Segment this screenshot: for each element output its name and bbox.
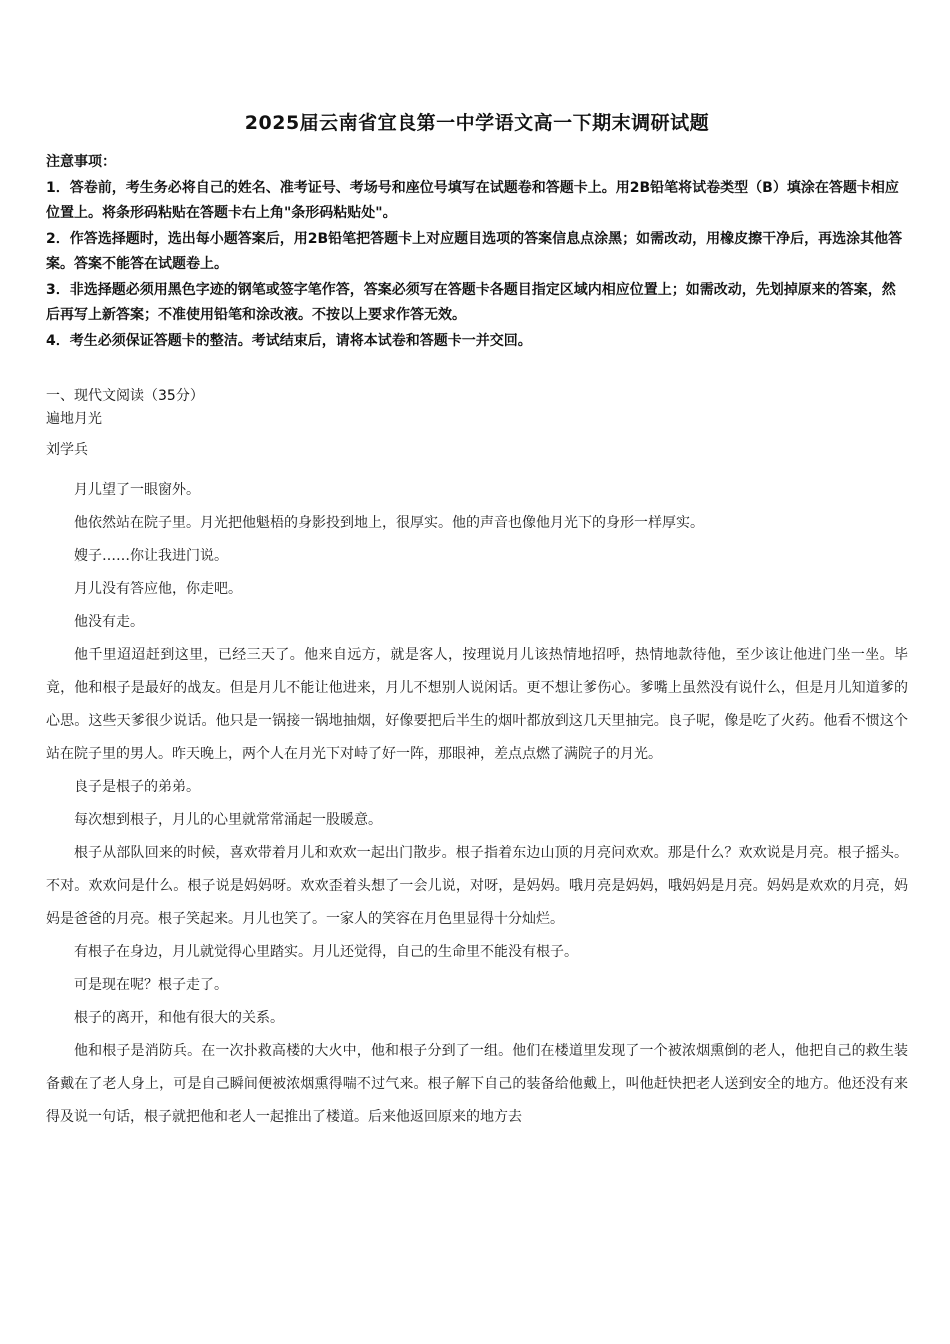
passage-paragraph: 良子是根子的弟弟。: [74, 779, 200, 795]
notice-item-1: 1．答卷前，考生务必将自己的姓名、准考证号、考场号和座位号填写在试题卷和答题卡上。用2B铅笔将试卷类型（B）填涂在答题卡相应位置上。将条形码粘贴在答题卡右上角"条形码粘贴处"。: [46, 179, 899, 221]
passage-paragraph: 每次想到根子，月儿的心里就常常涌起一股暖意。: [74, 812, 382, 828]
passage-paragraph: 可是现在呢？根子走了。: [74, 977, 228, 993]
exam-page: [46, 110, 908, 1134]
notice-section: [46, 150, 908, 354]
passage-author: 刘学兵: [46, 442, 88, 458]
section-heading: 一、现代文阅读（35分）: [46, 388, 204, 404]
notice-heading: 注意事项：: [46, 154, 116, 170]
passage-paragraph: 他千里迢迢赶到这里，已经三天了。他来自远方，就是客人，按理说月儿该热情地招呼，热情地款待他，至少该让他进门坐一坐。毕竟，他和根子是最好的战友。但是月儿不能让他进来，月儿不想别人说闲话。更不想让爹伤心。爹嘴上虽然没有说什么，但是月儿知道爹的心思。这些天爹很少说话。他只是一锅接一锅地抽烟，好像要把后半生的烟叶都放到这几天里抽完。良子呢，像是吃了火药。他看不惯这个站在院子里的男人。昨天晚上，两个人在月光下对峙了好一阵，那眼神，差点点燃了满院子的月光。: [46, 647, 908, 762]
passage-paragraph: 根子从部队回来的时候，喜欢带着月儿和欢欢一起出门散步。根子指着东边山顶的月亮问欢欢。那是什么？欢欢说是月亮。根子摇头。不对。欢欢问是什么。根子说是妈妈呀。欢欢歪着头想了一会儿说，对呀，是妈妈。哦月亮是妈妈，哦妈妈是月亮。妈妈是欢欢的月亮，妈妈是爸爸的月亮。根子笑起来。月儿也笑了。一家人的笑容在月色里显得十分灿烂。: [46, 845, 908, 927]
passage-paragraph: 嫂子……你让我进门说。: [74, 548, 228, 564]
exam-title: 2025届云南省宜良第一中学语文高一下期末调研试题: [244, 112, 710, 134]
passage-paragraph: 有根子在身边，月儿就觉得心里踏实。月儿还觉得，自己的生命里不能没有根子。: [74, 944, 578, 960]
notice-item-4: 4．考生必须保证答题卡的整洁。考试结束后，请将本试卷和答题卡一并交回。: [46, 332, 532, 349]
passage-paragraph: 他和根子是消防兵。在一次扑救高楼的大火中，他和根子分到了一组。他们在楼道里发现了一个被浓烟熏倒的老人，他把自己的救生装备戴在了老人身上，可是自己瞬间便被浓烟熏得喘不过气来。根子解下自己的装备给他戴上，叫他赶快把老人送到安全的地方。他还没有来得及说一句话，根子就把他和老人一起推出了楼道。后来他返回原来的地方去: [46, 1043, 908, 1125]
reading-passage: [46, 409, 908, 1134]
passage-paragraph: 他没有走。: [74, 614, 144, 630]
passage-paragraph: 根子的离开，和他有很大的关系。: [74, 1010, 284, 1026]
notice-item-2: 2．作答选择题时，选出每小题答案后，用2B铅笔把答题卡上对应题目选项的答案信息点涂黑；如需改动，用橡皮擦干净后，再选涂其他答案。答案不能答在试题卷上。: [46, 230, 903, 272]
passage-title: 遍地月光: [46, 411, 102, 427]
passage-paragraph: 月儿没有答应他，你走吧。: [74, 581, 242, 597]
notice-item-3: 3．非选择题必须用黑色字迹的钢笔或签字笔作答，答案必须写在答题卡各题目指定区域内相应位置上；如需改动，先划掉原来的答案，然后再写上新答案；不准使用铅笔和涂改液。不按以上要求作答无效。: [46, 281, 896, 323]
passage-paragraph: 月儿望了一眼窗外。: [74, 482, 200, 498]
passage-paragraph: 他依然站在院子里。月光把他魁梧的身影投到地上，很厚实。他的声音也像他月光下的身形一样厚实。: [74, 515, 704, 531]
